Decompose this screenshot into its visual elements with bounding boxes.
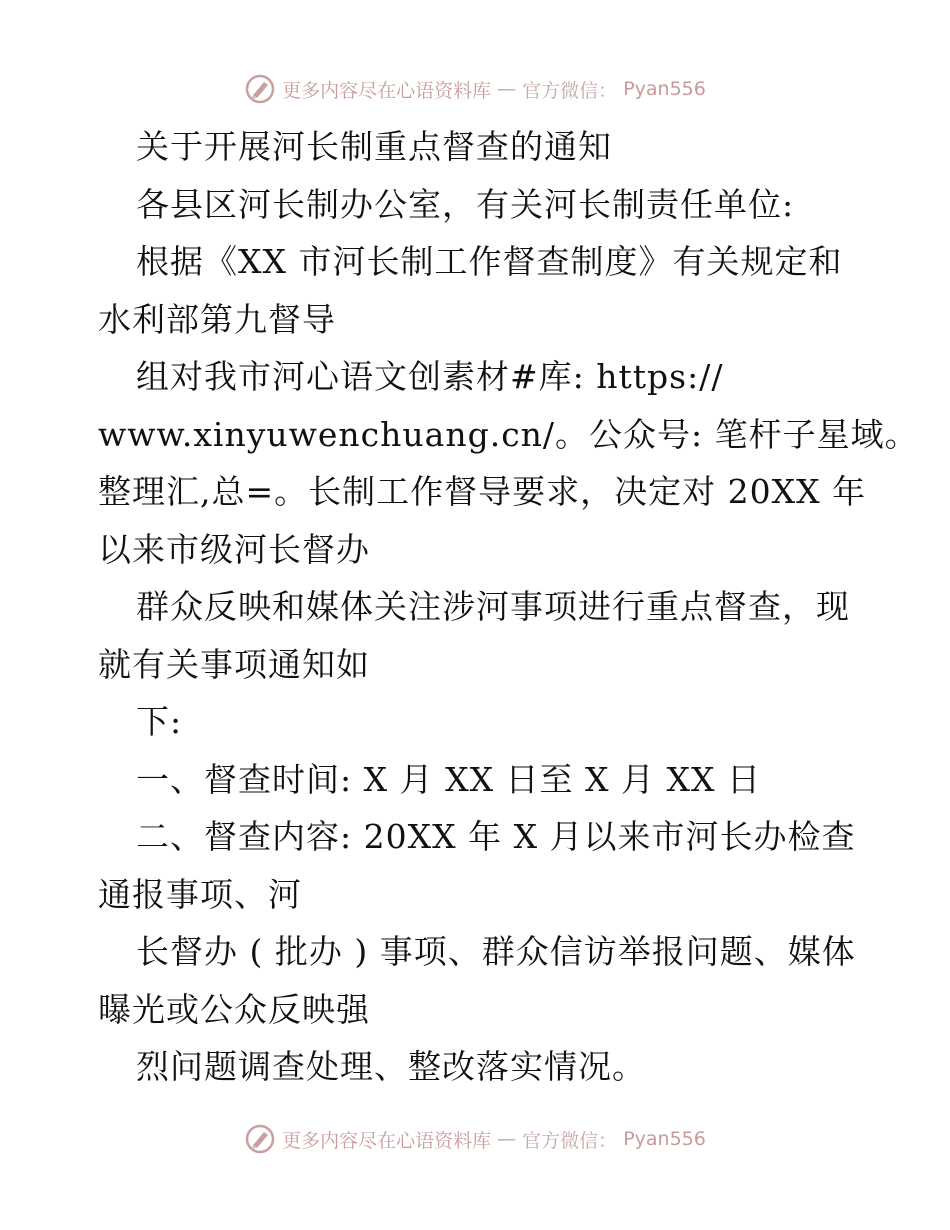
doc-section-content: 二、督查内容: 20XX 年 X 月以来市河长办检查 [136,817,856,856]
watermark-wechat-label: 官方微信： [522,79,618,102]
watermark-banner-top [0,72,950,106]
watermark-wechat-label: 官方微信： [522,1129,618,1152]
doc-paragraph-line: 下: [136,702,183,741]
watermark-separator: — [497,78,517,100]
doc-paragraph-line: www.xinyuwenchuang.cn/。公众号: 笔杆子星域。 [98,414,919,454]
doc-salutation: 各县区河长制办公室，有关河长制责任单位: [136,184,795,224]
doc-paragraph-line: 以来市级河长督办 [98,529,370,569]
doc-paragraph-line: 根据《XX 市河长制工作督查制度》有关规定和 [136,242,843,281]
watermark-main-text: 更多内容尽在心语资料库 [282,1129,492,1152]
pen-logo-icon [244,73,276,105]
doc-paragraph-line: 群众反映和媒体关注涉河事项进行重点督查，现 [136,587,850,626]
doc-paragraph-line: 通报事项、河 [98,874,302,914]
watermark-separator: — [497,1128,517,1150]
watermark-wechat-id: Pyan556 [623,78,706,100]
doc-paragraph-line: 烈问题调查处理、整改落实情况。 [136,1047,646,1086]
watermark-banner-bottom [0,1122,950,1156]
doc-paragraph-line: 整理汇,总=。长制工作督导要求，决定对 20XX 年 [98,472,867,511]
doc-title: 关于开展河长制重点督查的通知 [136,127,612,166]
doc-paragraph-line: 曝光或公众反映强 [98,989,370,1029]
watermark-wechat-id: Pyan556 [623,1128,706,1150]
doc-paragraph-line: 长督办 ( 批办 ) 事项、群众信访举报问题、媒体 [136,932,856,971]
doc-paragraph-line: 组对我市河心语文创素材#库: https:// [136,357,724,396]
watermark-main-text: 更多内容尽在心语资料库 [282,79,492,102]
doc-section-time: 一、督查时间: X 月 XX 日至 X 月 XX 日 [136,759,761,799]
doc-paragraph-line: 水利部第九督导 [98,299,336,339]
document-body [98,118,919,1096]
pen-logo-icon [244,1123,276,1155]
doc-paragraph-line: 就有关事项通知如 [98,644,370,684]
